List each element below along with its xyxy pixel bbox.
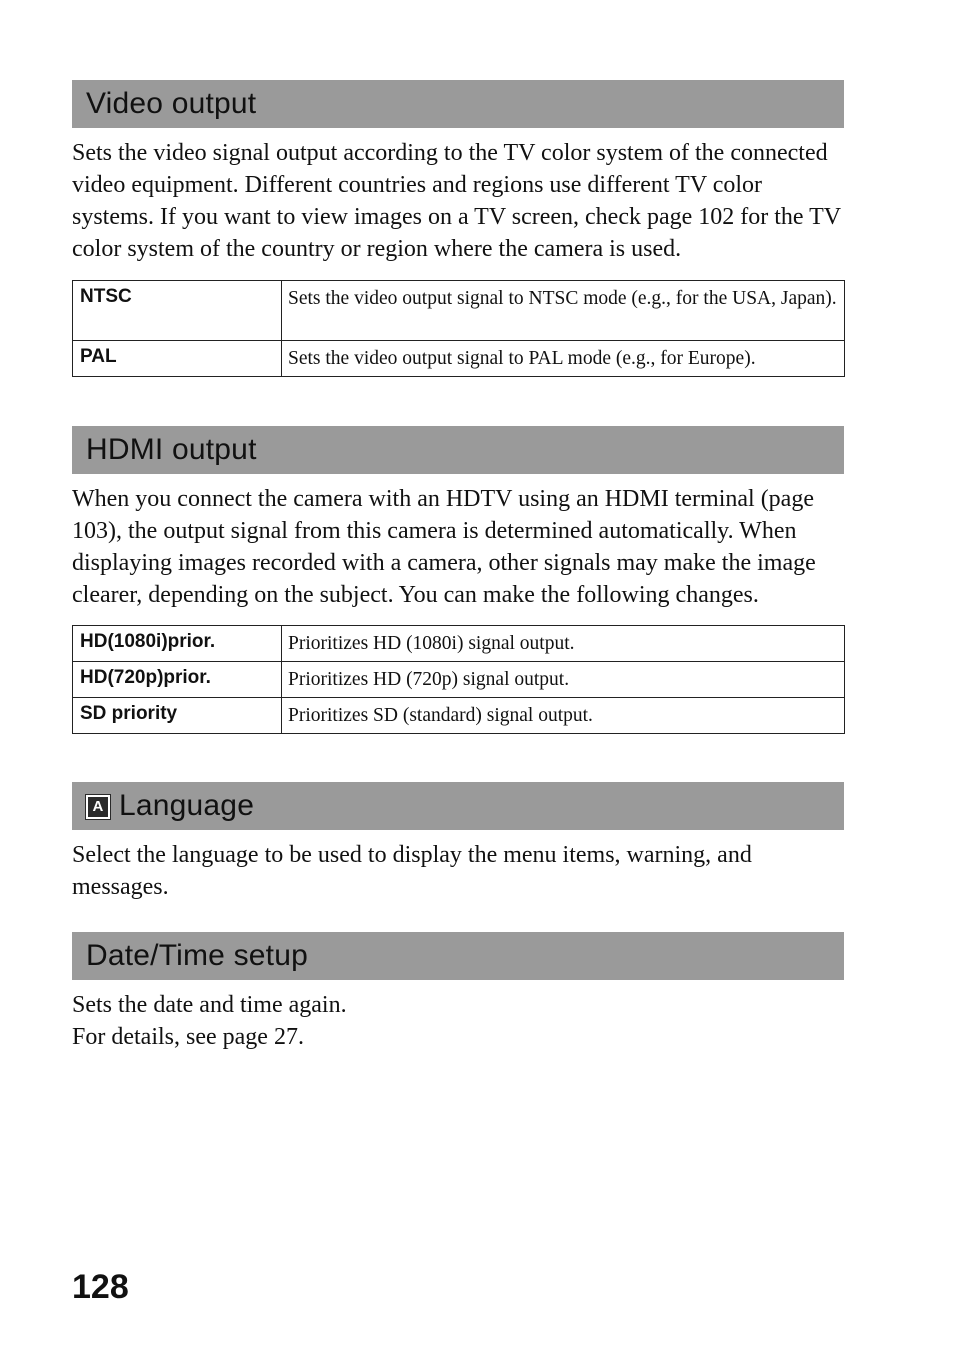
language-icon: A <box>86 795 110 819</box>
date-time-line-2: For details, see page 27. <box>72 1024 304 1050</box>
table-row <box>73 626 845 662</box>
section-title: Date/Time setup <box>86 939 308 972</box>
hdmi-output-options-table <box>72 625 845 734</box>
hdmi-output-description: When you connect the camera with an HDTV using an HDMI terminal (page 103), the output signal from this camera is determined automatically. When displaying images recorded with a camera, other signals may make the image clearer, depending on the subject. You can make the following changes. <box>72 486 816 608</box>
table-row <box>73 341 845 377</box>
section-title: Video output <box>86 87 257 120</box>
language-section <box>72 782 844 903</box>
option-description: Prioritizes SD (standard) signal output. <box>282 698 845 734</box>
video-output-section <box>72 80 844 377</box>
option-key: NTSC <box>73 281 282 341</box>
option-description: Sets the video output signal to PAL mode (e.g., for Europe). <box>282 341 845 377</box>
option-key: HD(720p)prior. <box>73 662 282 698</box>
section-title: HDMI output <box>86 433 257 466</box>
section-header-video-output <box>72 80 844 128</box>
option-key: HD(1080i)prior. <box>73 626 282 662</box>
option-key: PAL <box>73 341 282 377</box>
option-description: Sets the video output signal to NTSC mode (e.g., for the USA, Japan). <box>282 281 845 341</box>
language-description: Select the language to be used to display the menu items, warning, and messages. <box>72 842 752 900</box>
video-output-description: Sets the video signal output according to the TV color system of the connected video equipment. Different countries and regions use different TV color systems. If you want to view images on a TV screen, check page 102 for the TV color system of the country or region where the camera is used. <box>72 140 841 262</box>
date-time-line-1: Sets the date and time again. <box>72 992 347 1018</box>
table-row <box>73 281 845 341</box>
table-row <box>73 662 845 698</box>
option-key: SD priority <box>73 698 282 734</box>
section-title: Language <box>119 789 255 822</box>
section-header-hdmi-output <box>72 426 844 474</box>
section-header-date-time <box>72 932 844 980</box>
option-description: Prioritizes HD (720p) signal output. <box>282 662 845 698</box>
table-row <box>73 698 845 734</box>
page-number: 128 <box>72 1268 129 1306</box>
option-description: Prioritizes HD (1080i) signal output. <box>282 626 845 662</box>
hdmi-output-section <box>72 426 844 734</box>
date-time-section <box>72 932 844 1053</box>
video-output-options-table <box>72 280 845 377</box>
section-header-language <box>72 782 844 830</box>
